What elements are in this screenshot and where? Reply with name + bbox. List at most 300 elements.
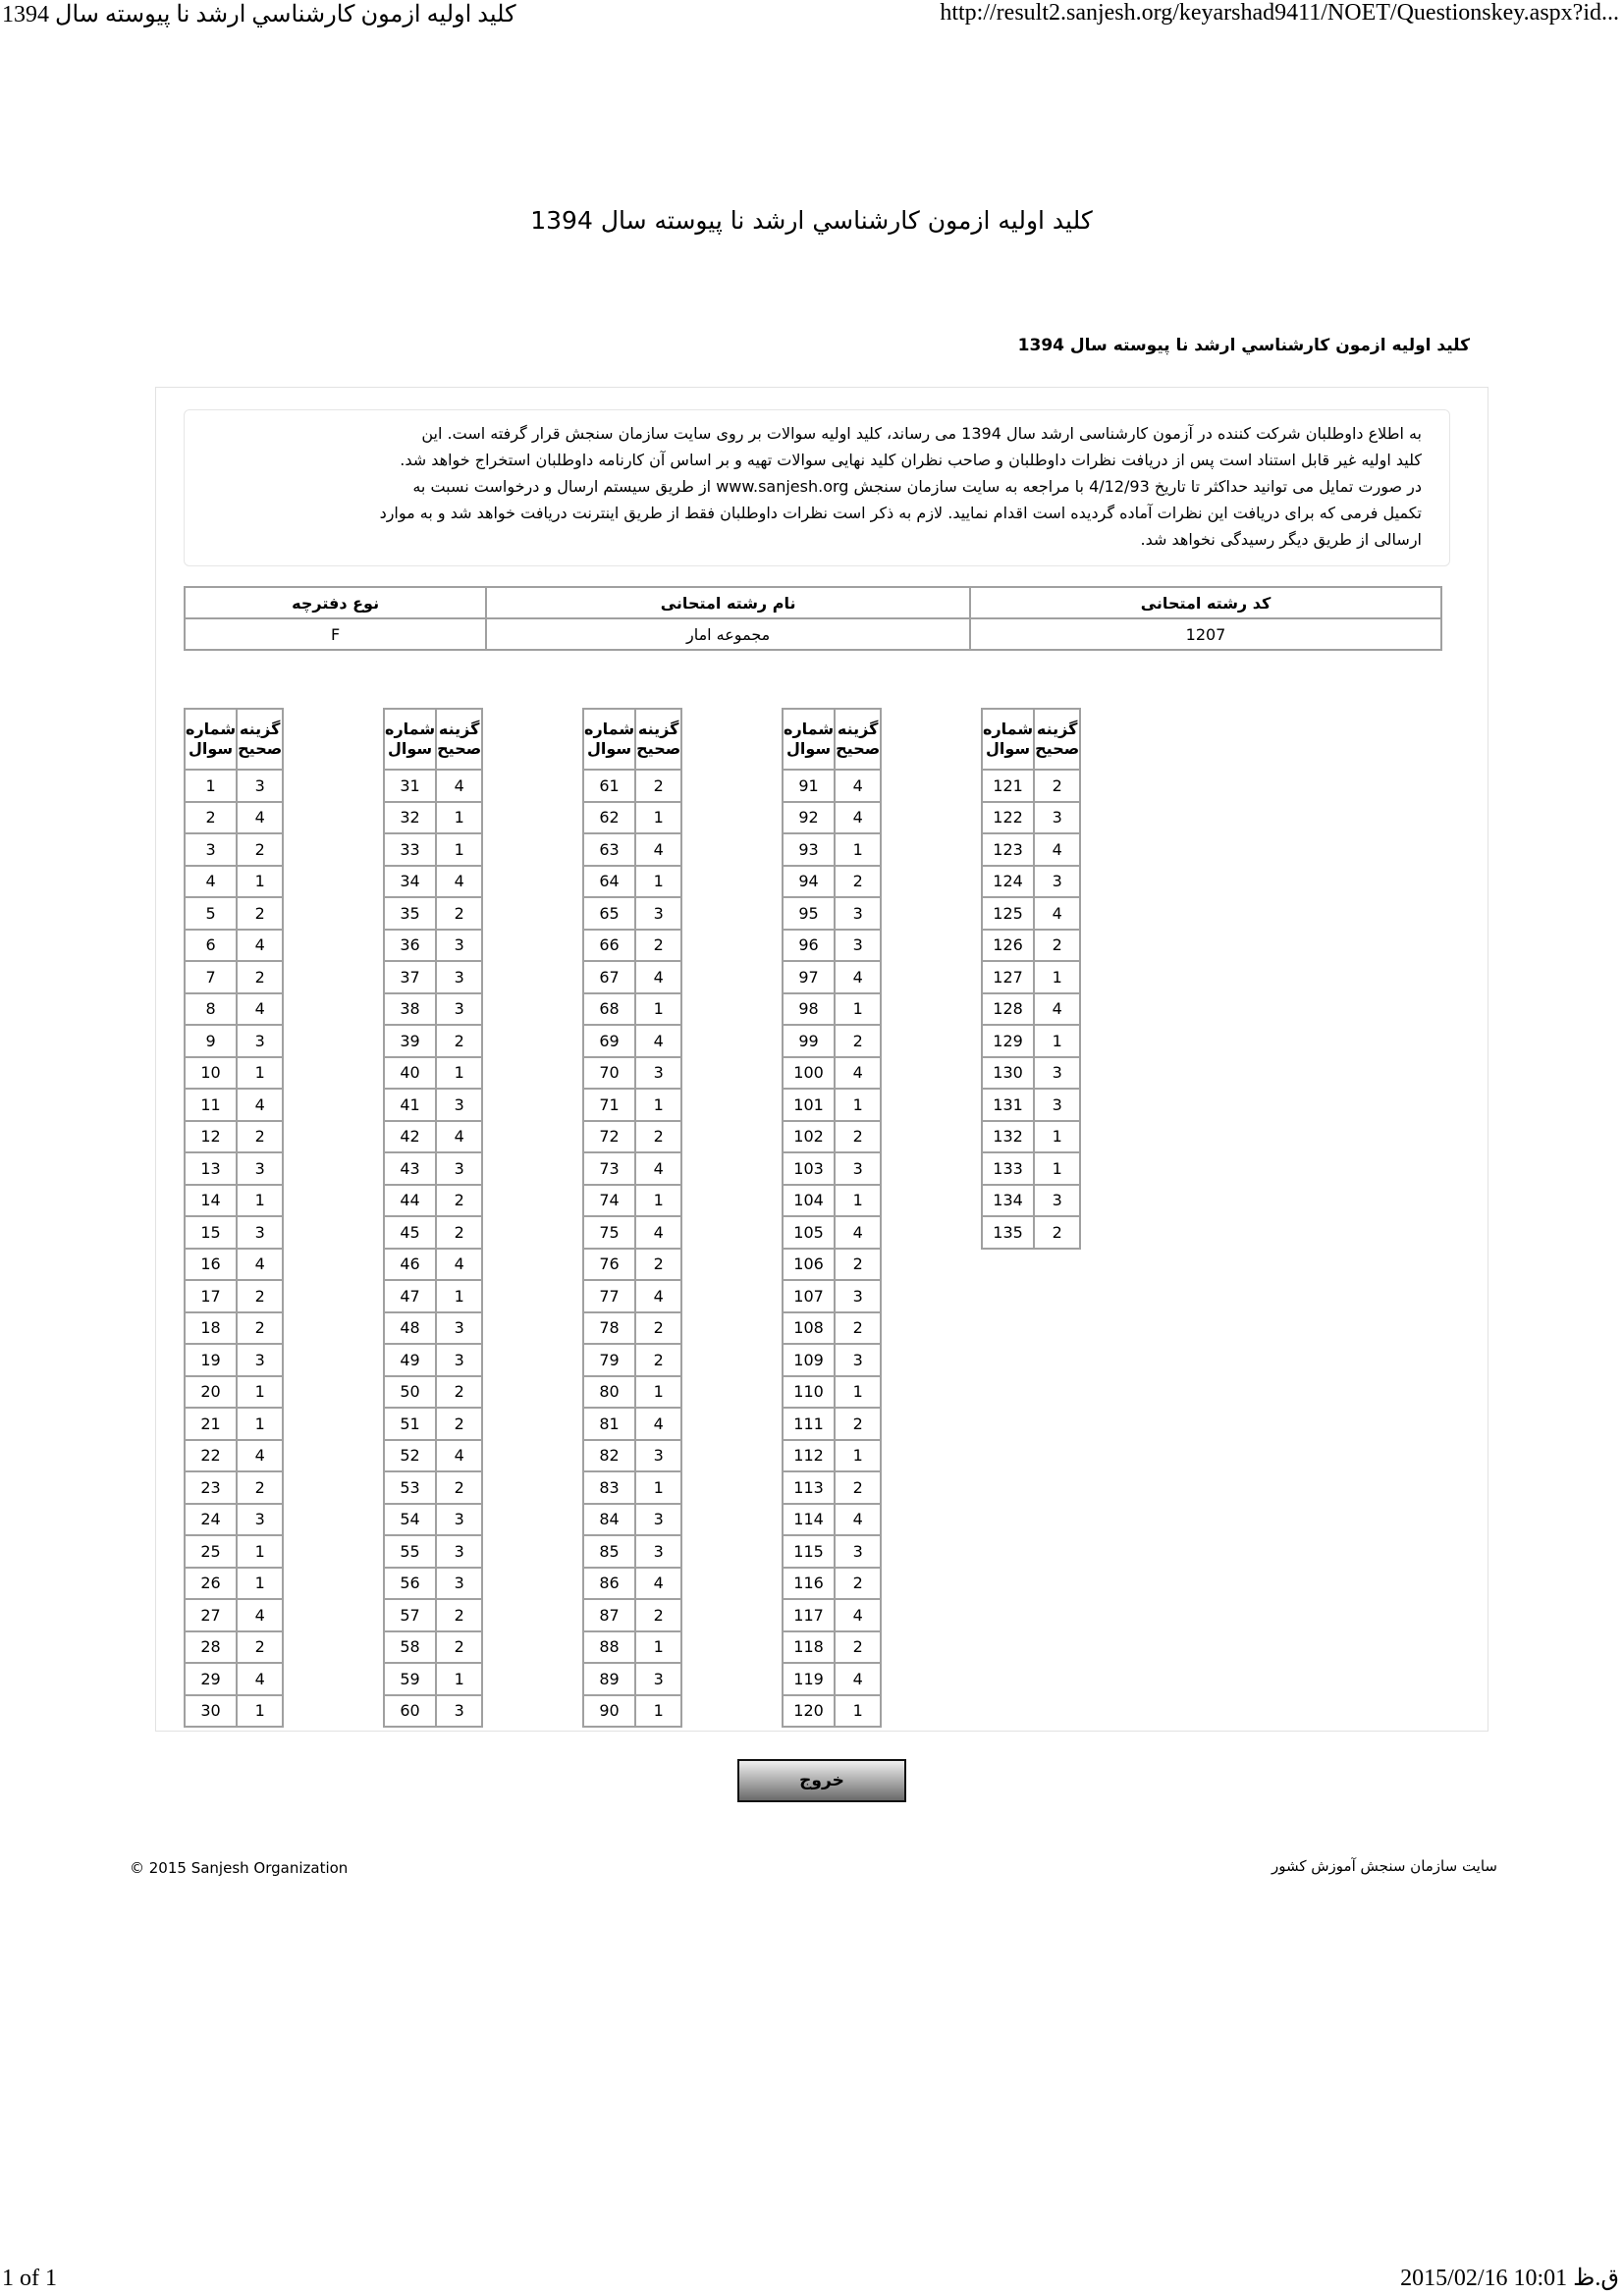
- correct-option: 4: [635, 1280, 681, 1312]
- correct-option: 1: [436, 833, 482, 866]
- question-number: 131: [982, 1089, 1034, 1121]
- question-number: 94: [783, 866, 835, 898]
- notice-line: به اطلاع داوطلبان شرکت کننده در آزمون کارشناسی ارشد سال 1394 می رساند، کلید اولیه سوالات بر روی سایت سازمان سنجش قرار گرفته است. این: [421, 424, 1422, 443]
- table-row: [185, 1663, 283, 1695]
- question-number: 34: [384, 866, 436, 898]
- question-number: 40: [384, 1057, 436, 1090]
- correct-option: 2: [635, 1121, 681, 1153]
- question-number: 51: [384, 1408, 436, 1440]
- table-row: [185, 1216, 283, 1249]
- table-row: [185, 1152, 283, 1185]
- content-panel: [155, 387, 1488, 1732]
- table-row: [583, 1216, 681, 1249]
- table-row: [583, 1280, 681, 1312]
- header-question-number: شماره سوال: [185, 709, 237, 770]
- exit-button[interactable]: خروج: [737, 1759, 906, 1802]
- question-number: 16: [185, 1249, 237, 1281]
- correct-option: 3: [436, 1695, 482, 1728]
- question-number: 118: [783, 1631, 835, 1664]
- table-row: [583, 1025, 681, 1057]
- question-number: 18: [185, 1312, 237, 1345]
- table-row: [583, 1089, 681, 1121]
- table-row: [783, 993, 881, 1026]
- table-row: [982, 1185, 1080, 1217]
- print-page-url: http://result2.sanjesh.org/keyarshad9411/NOET/Questionskey.aspx?id...: [940, 0, 1619, 26]
- table-row: [783, 1344, 881, 1376]
- correct-option: 4: [1034, 897, 1080, 930]
- question-number: 115: [783, 1535, 835, 1568]
- correct-option: 3: [436, 930, 482, 962]
- table-row: [185, 1185, 283, 1217]
- header-question-number: شماره سوال: [982, 709, 1034, 770]
- table-row: [783, 1216, 881, 1249]
- correct-option: 2: [635, 770, 681, 802]
- question-number: 11: [185, 1089, 237, 1121]
- table-row: [982, 1121, 1080, 1153]
- correct-option: 1: [635, 866, 681, 898]
- table-row: [982, 1057, 1080, 1090]
- table-row: [783, 1089, 881, 1121]
- question-number: 52: [384, 1440, 436, 1472]
- header-booklet-type: نوع دفترچه: [185, 587, 486, 618]
- question-number: 63: [583, 833, 635, 866]
- correct-option: 2: [835, 866, 881, 898]
- correct-option: 2: [1034, 930, 1080, 962]
- question-number: 133: [982, 1152, 1034, 1185]
- table-row: [982, 1025, 1080, 1057]
- correct-option: 4: [835, 802, 881, 834]
- correct-option: 2: [436, 1185, 482, 1217]
- question-number: 78: [583, 1312, 635, 1345]
- table-row: [384, 1631, 482, 1664]
- table-row: [982, 802, 1080, 834]
- table-row: [583, 1057, 681, 1090]
- correct-option: 2: [835, 1312, 881, 1345]
- question-number: 134: [982, 1185, 1034, 1217]
- correct-option: 4: [237, 1663, 283, 1695]
- table-row: [185, 1249, 283, 1281]
- question-number: 9: [185, 1025, 237, 1057]
- question-number: 26: [185, 1568, 237, 1600]
- table-row: [384, 1312, 482, 1345]
- table-row: [185, 897, 283, 930]
- table-row: [783, 930, 881, 962]
- correct-option: 4: [237, 802, 283, 834]
- correct-option: 1: [436, 1280, 482, 1312]
- site-name-link[interactable]: سایت سازمان سنجش آموزش کشور: [1271, 1857, 1497, 1875]
- table-row: [384, 930, 482, 962]
- header-correct-option: گزینه صحیح: [835, 709, 881, 770]
- question-number: 43: [384, 1152, 436, 1185]
- correct-option: 3: [635, 1535, 681, 1568]
- question-number: 37: [384, 961, 436, 993]
- table-row: [185, 770, 283, 802]
- question-number: 7: [185, 961, 237, 993]
- correct-option: 4: [436, 770, 482, 802]
- correct-option: 3: [1034, 866, 1080, 898]
- table-row: [185, 1471, 283, 1504]
- table-row: [982, 833, 1080, 866]
- table-row: [185, 1568, 283, 1600]
- table-row: [982, 897, 1080, 930]
- notice-box: [184, 409, 1450, 566]
- correct-option: 3: [237, 770, 283, 802]
- print-footer: [0, 2263, 1623, 2296]
- table-row: [384, 1408, 482, 1440]
- table-row: [185, 930, 283, 962]
- question-number: 86: [583, 1568, 635, 1600]
- header-correct-option: گزینه صحیح: [237, 709, 283, 770]
- table-row: [384, 1249, 482, 1281]
- correct-option: 4: [237, 1599, 283, 1631]
- table-row: [583, 1312, 681, 1345]
- correct-option: 1: [635, 993, 681, 1026]
- table-row: [783, 1185, 881, 1217]
- table-row: [982, 930, 1080, 962]
- correct-option: 2: [436, 897, 482, 930]
- question-number: 70: [583, 1057, 635, 1090]
- page-subtitle: كليد اوليه ازمون كارشناسي ارشد نا پيوسته سال 1394: [1017, 336, 1470, 355]
- correct-option: 3: [1034, 1057, 1080, 1090]
- table-row: [583, 1249, 681, 1281]
- header-field-code: کد رشته امتحانی: [970, 587, 1441, 618]
- correct-option: 1: [1034, 1152, 1080, 1185]
- correct-option: 4: [436, 1121, 482, 1153]
- correct-option: 1: [835, 1695, 881, 1728]
- correct-option: 1: [835, 1185, 881, 1217]
- question-number: 127: [982, 961, 1034, 993]
- correct-option: 3: [635, 897, 681, 930]
- question-number: 23: [185, 1471, 237, 1504]
- table-row: [982, 1216, 1080, 1249]
- correct-option: 4: [835, 961, 881, 993]
- correct-option: 3: [436, 1568, 482, 1600]
- correct-option: 2: [835, 1249, 881, 1281]
- question-number: 79: [583, 1344, 635, 1376]
- question-number: 28: [185, 1631, 237, 1664]
- table-row: [384, 1376, 482, 1409]
- question-number: 124: [982, 866, 1034, 898]
- table-row: [384, 770, 482, 802]
- question-number: 77: [583, 1280, 635, 1312]
- question-number: 66: [583, 930, 635, 962]
- answer-key-table: [184, 708, 284, 1728]
- correct-option: 1: [237, 1568, 283, 1600]
- question-number: 122: [982, 802, 1034, 834]
- correct-option: 3: [835, 1152, 881, 1185]
- question-number: 92: [783, 802, 835, 834]
- correct-option: 2: [237, 1280, 283, 1312]
- table-row: [583, 897, 681, 930]
- exam-info-table: [184, 586, 1442, 651]
- print-timestamp: 2015/02/16 10:01 ق.ظ: [1400, 2266, 1619, 2291]
- question-number: 39: [384, 1025, 436, 1057]
- correct-option: 4: [635, 1152, 681, 1185]
- table-row: [583, 770, 681, 802]
- table-row: [583, 1344, 681, 1376]
- copyright: © 2015 Sanjesh Organization: [130, 1859, 349, 1877]
- table-row: [384, 1089, 482, 1121]
- table-row: [384, 1663, 482, 1695]
- correct-option: 2: [436, 1408, 482, 1440]
- question-number: 74: [583, 1185, 635, 1217]
- table-row: [185, 833, 283, 866]
- correct-option: 4: [237, 993, 283, 1026]
- notice-line: تکمیل فرمی که برای دریافت این نظرات آماده گردیده است اقدام نمایید. لازم به ذکر است نظرات داوطلبان فقط از طریق اینترنت دریافت خواهد شد و به موارد: [379, 504, 1422, 522]
- question-number: 90: [583, 1695, 635, 1728]
- question-number: 21: [185, 1408, 237, 1440]
- correct-option: 4: [635, 1216, 681, 1249]
- correct-option: 2: [835, 1631, 881, 1664]
- print-page-title: كليد اوليه ازمون كارشناسي ارشد نا پيوسته سال 1394: [2, 2, 516, 27]
- table-row: [783, 1631, 881, 1664]
- correct-option: 3: [835, 1535, 881, 1568]
- table-row: [384, 833, 482, 866]
- correct-option: 3: [835, 930, 881, 962]
- correct-option: 3: [1034, 1089, 1080, 1121]
- table-row: [982, 993, 1080, 1026]
- field-code: 1207: [970, 618, 1441, 650]
- correct-option: 4: [436, 866, 482, 898]
- table-row: [583, 1185, 681, 1217]
- table-row: [384, 1152, 482, 1185]
- question-number: 10: [185, 1057, 237, 1090]
- question-number: 80: [583, 1376, 635, 1409]
- correct-option: 4: [835, 1599, 881, 1631]
- correct-option: 4: [635, 833, 681, 866]
- question-number: 98: [783, 993, 835, 1026]
- correct-option: 3: [436, 1089, 482, 1121]
- correct-option: 2: [635, 930, 681, 962]
- correct-option: 2: [1034, 1216, 1080, 1249]
- question-number: 125: [982, 897, 1034, 930]
- table-row: [982, 1152, 1080, 1185]
- correct-option: 2: [835, 1121, 881, 1153]
- question-number: 72: [583, 1121, 635, 1153]
- correct-option: 3: [436, 993, 482, 1026]
- table-row: [783, 1695, 881, 1728]
- table-row: [982, 1089, 1080, 1121]
- table-row: [384, 1568, 482, 1600]
- question-number: 103: [783, 1152, 835, 1185]
- table-row: [185, 1440, 283, 1472]
- correct-option: 1: [635, 802, 681, 834]
- question-number: 104: [783, 1185, 835, 1217]
- correct-option: 4: [1034, 833, 1080, 866]
- question-number: 17: [185, 1280, 237, 1312]
- table-row: [783, 897, 881, 930]
- question-number: 6: [185, 930, 237, 962]
- question-number: 95: [783, 897, 835, 930]
- table-row: [185, 1312, 283, 1345]
- correct-option: 3: [237, 1344, 283, 1376]
- table-row: [185, 1376, 283, 1409]
- question-number: 93: [783, 833, 835, 866]
- table-row: [783, 1057, 881, 1090]
- table-row: [783, 1312, 881, 1345]
- correct-option: 2: [635, 1312, 681, 1345]
- question-number: 105: [783, 1216, 835, 1249]
- table-row: [185, 1121, 283, 1153]
- correct-option: 1: [635, 1089, 681, 1121]
- correct-option: 2: [436, 1025, 482, 1057]
- table-row: [384, 1535, 482, 1568]
- correct-option: 1: [635, 1185, 681, 1217]
- question-number: 56: [384, 1568, 436, 1600]
- question-number: 42: [384, 1121, 436, 1153]
- question-number: 24: [185, 1504, 237, 1536]
- table-row: [384, 1057, 482, 1090]
- question-number: 99: [783, 1025, 835, 1057]
- question-number: 5: [185, 897, 237, 930]
- question-number: 102: [783, 1121, 835, 1153]
- correct-option: 2: [835, 1408, 881, 1440]
- correct-option: 3: [835, 1344, 881, 1376]
- correct-option: 1: [835, 1440, 881, 1472]
- header-question-number: شماره سوال: [783, 709, 835, 770]
- question-number: 130: [982, 1057, 1034, 1090]
- question-number: 76: [583, 1249, 635, 1281]
- answer-key-table: [981, 708, 1081, 1250]
- correct-option: 1: [237, 1695, 283, 1728]
- question-number: 35: [384, 897, 436, 930]
- question-number: 65: [583, 897, 635, 930]
- table-row: [783, 770, 881, 802]
- table-row: [185, 1599, 283, 1631]
- table-row: [185, 1504, 283, 1536]
- question-number: 53: [384, 1471, 436, 1504]
- correct-option: 2: [237, 833, 283, 866]
- question-number: 48: [384, 1312, 436, 1345]
- table-row: [384, 1121, 482, 1153]
- table-row: [384, 1471, 482, 1504]
- table-row: [583, 1663, 681, 1695]
- correct-option: 2: [635, 1249, 681, 1281]
- print-header: [0, 0, 1623, 33]
- table-row: [783, 1568, 881, 1600]
- question-number: 81: [583, 1408, 635, 1440]
- table-row: [185, 1535, 283, 1568]
- question-number: 128: [982, 993, 1034, 1026]
- correct-option: 2: [835, 1025, 881, 1057]
- answer-key-table: [782, 708, 882, 1728]
- correct-option: 4: [635, 1025, 681, 1057]
- question-number: 106: [783, 1249, 835, 1281]
- table-row: [783, 1599, 881, 1631]
- question-number: 1: [185, 770, 237, 802]
- question-number: 13: [185, 1152, 237, 1185]
- correct-option: 3: [635, 1504, 681, 1536]
- table-row: [384, 897, 482, 930]
- table-row: [783, 1249, 881, 1281]
- header-correct-option: گزینه صحیح: [436, 709, 482, 770]
- table-row: [185, 1695, 283, 1728]
- question-number: 25: [185, 1535, 237, 1568]
- table-row: [583, 1121, 681, 1153]
- table-row: [583, 1504, 681, 1536]
- table-row: [384, 1440, 482, 1472]
- correct-option: 4: [1034, 993, 1080, 1026]
- question-number: 44: [384, 1185, 436, 1217]
- correct-option: 1: [237, 866, 283, 898]
- correct-option: 3: [436, 1152, 482, 1185]
- question-number: 29: [185, 1663, 237, 1695]
- question-number: 15: [185, 1216, 237, 1249]
- correct-option: 4: [237, 1249, 283, 1281]
- correct-option: 1: [835, 1376, 881, 1409]
- question-number: 111: [783, 1408, 835, 1440]
- table-row: [783, 1152, 881, 1185]
- question-number: 87: [583, 1599, 635, 1631]
- table-row: [185, 1631, 283, 1664]
- question-number: 135: [982, 1216, 1034, 1249]
- correct-option: 2: [436, 1631, 482, 1664]
- table-row: [783, 1504, 881, 1536]
- question-number: 46: [384, 1249, 436, 1281]
- table-row: [783, 1121, 881, 1153]
- question-number: 75: [583, 1216, 635, 1249]
- table-row: [583, 1152, 681, 1185]
- correct-option: 1: [835, 993, 881, 1026]
- correct-option: 2: [835, 1568, 881, 1600]
- question-number: 88: [583, 1631, 635, 1664]
- correct-option: 1: [1034, 1025, 1080, 1057]
- table-row: [783, 1025, 881, 1057]
- question-number: 2: [185, 802, 237, 834]
- table-row: [583, 802, 681, 834]
- question-number: 119: [783, 1663, 835, 1695]
- table-row: [783, 1376, 881, 1409]
- table-row: [384, 1185, 482, 1217]
- correct-option: 3: [835, 1280, 881, 1312]
- correct-option: 4: [635, 961, 681, 993]
- table-row: [185, 802, 283, 834]
- table-row: [185, 1280, 283, 1312]
- question-number: 121: [982, 770, 1034, 802]
- correct-option: 4: [436, 1440, 482, 1472]
- table-row: [583, 1440, 681, 1472]
- table-row: [384, 1695, 482, 1728]
- header-question-number: شماره سوال: [384, 709, 436, 770]
- question-number: 126: [982, 930, 1034, 962]
- table-row: [185, 1057, 283, 1090]
- header-question-number: شماره سوال: [583, 709, 635, 770]
- question-number: 8: [185, 993, 237, 1026]
- table-row: [384, 993, 482, 1026]
- question-number: 85: [583, 1535, 635, 1568]
- question-number: 41: [384, 1089, 436, 1121]
- correct-option: 3: [237, 1152, 283, 1185]
- table-row: [185, 1025, 283, 1057]
- correct-option: 4: [237, 1089, 283, 1121]
- question-number: 47: [384, 1280, 436, 1312]
- question-number: 57: [384, 1599, 436, 1631]
- correct-option: 2: [835, 1471, 881, 1504]
- correct-option: 1: [635, 1695, 681, 1728]
- table-row: [783, 961, 881, 993]
- question-number: 71: [583, 1089, 635, 1121]
- correct-option: 1: [237, 1408, 283, 1440]
- correct-option: 3: [436, 961, 482, 993]
- table-row: [185, 1408, 283, 1440]
- table-row: [783, 1408, 881, 1440]
- correct-option: 2: [237, 1121, 283, 1153]
- table-row: [783, 802, 881, 834]
- question-number: 84: [583, 1504, 635, 1536]
- page-title: كليد اوليه ازمون كارشناسي ارشد نا پيوسته سال 1394: [530, 206, 1093, 235]
- question-number: 112: [783, 1440, 835, 1472]
- correct-option: 3: [436, 1344, 482, 1376]
